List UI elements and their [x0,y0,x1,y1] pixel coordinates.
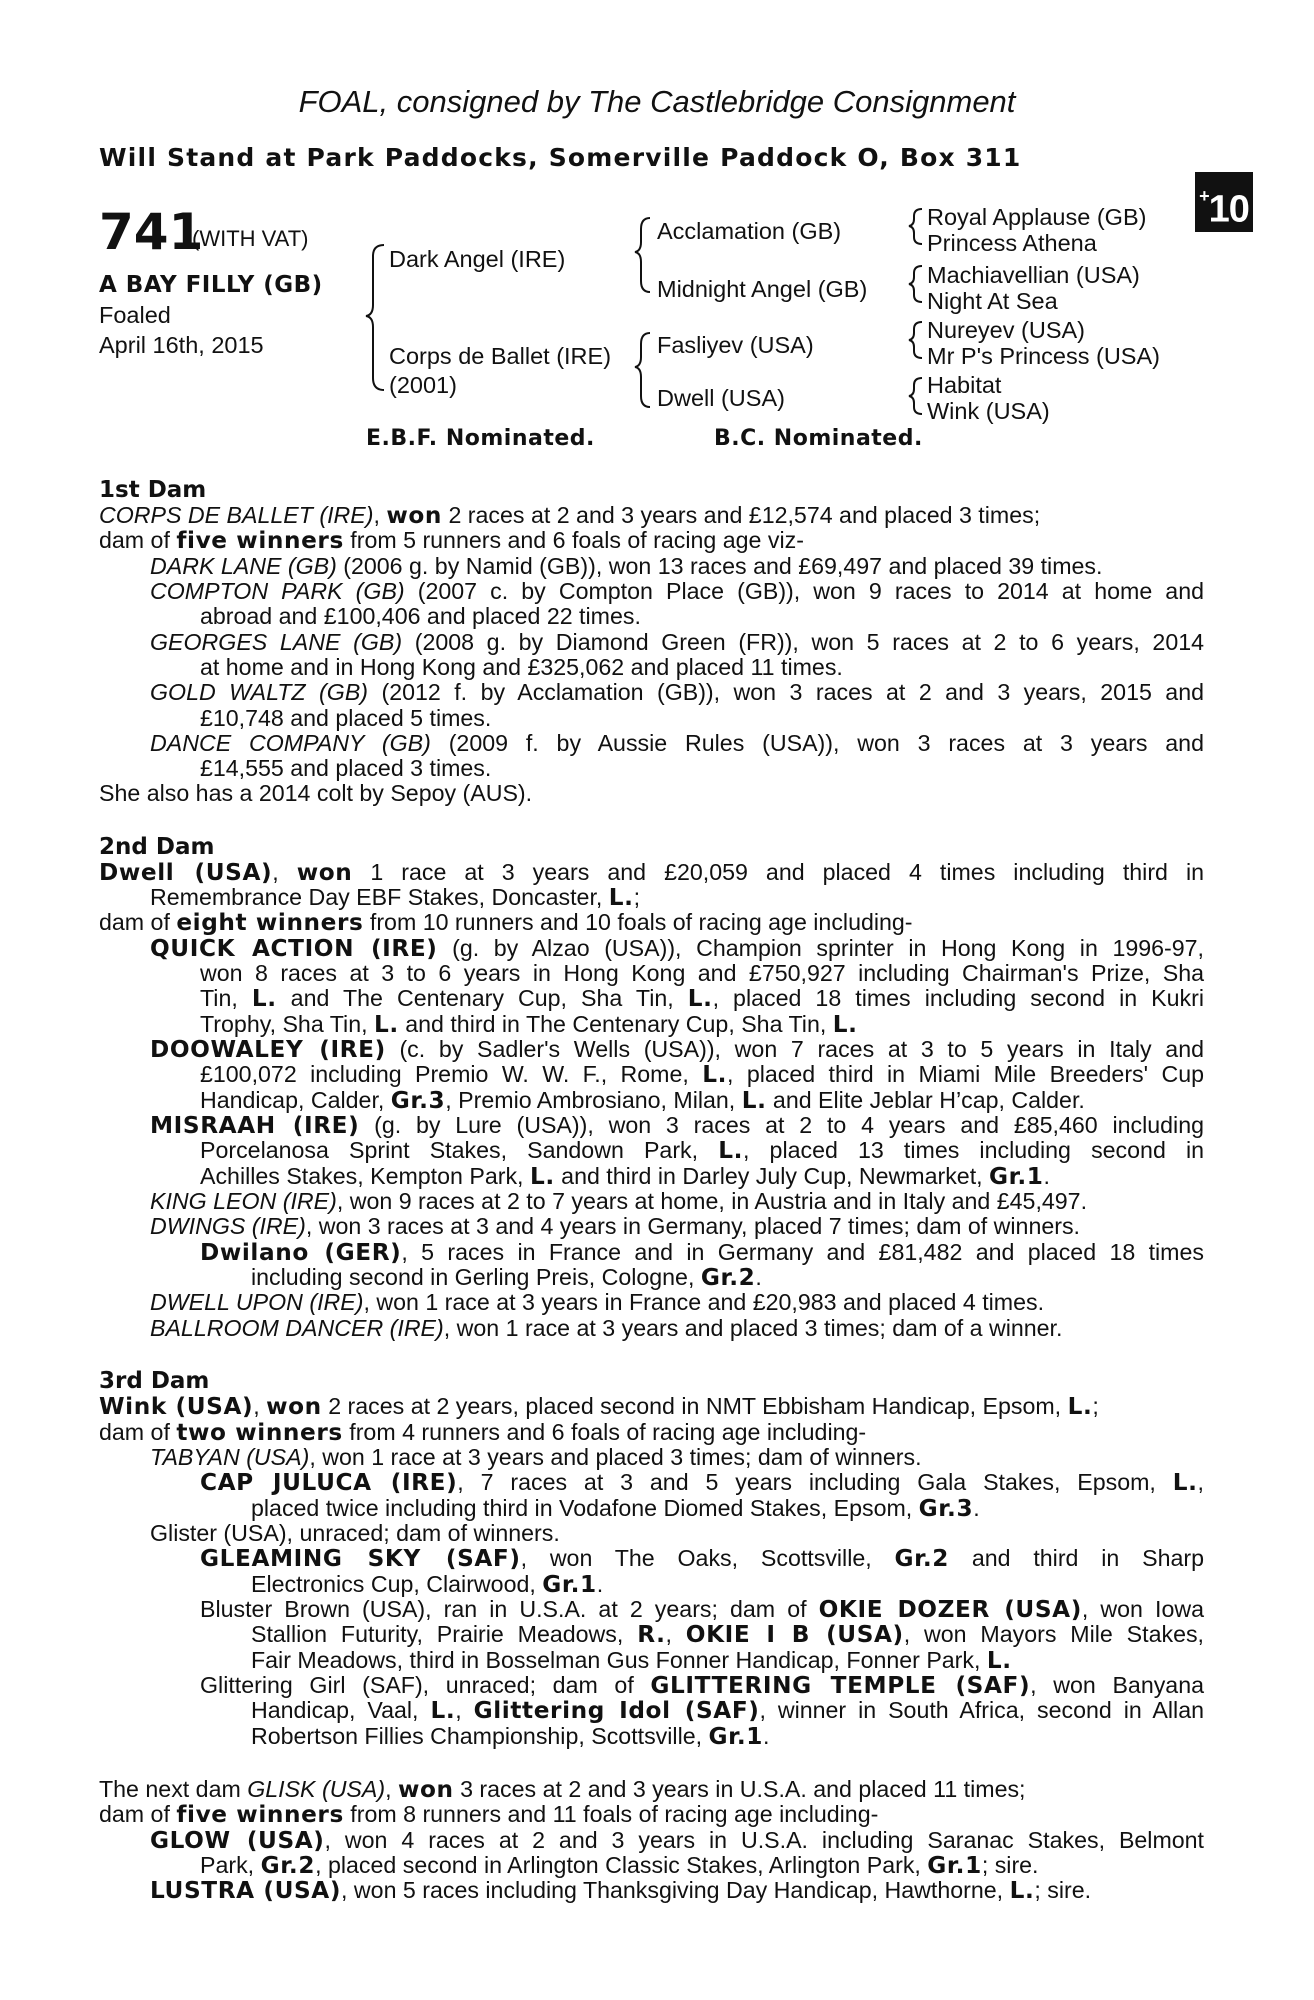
text: dam of [99,909,177,935]
progeny-georges-lane-2: at home and in Hong Kong and £325,062 and placed 11 times. [200,654,843,680]
horse-name: GLOW (USA) [150,1827,325,1854]
text: and third in Darley July Cup, Newmarket, [554,1163,990,1189]
winners-count: five winners [176,1801,344,1828]
text: The next dam [99,1776,248,1802]
horse-name: GEORGES LANE (GB) [150,629,403,655]
text: placed twice including third in Vodafone Diomed Stakes, Epsom, [251,1495,919,1521]
text: Glittering Girl (SAF), unraced; dam of [200,1672,651,1698]
won-label: won [386,502,443,529]
text: dam of [99,1419,177,1445]
text: Bluster Brown (USA), ran in U.S.A. at 2 years; dam of [200,1596,819,1622]
text: , won Banyana [1030,1672,1204,1698]
text: from 5 runners and 6 foals of racing age viz- [343,527,804,553]
horse-name: Dwell (USA) [99,859,273,886]
text: ; sire. [1034,1877,1092,1903]
stand-location: Will Stand at Park Paddocks, Somerville Paddock O, Box 311 [99,143,1022,172]
text: Handicap, Calder, [200,1087,391,1113]
progeny-georges-lane [150,629,1204,655]
text: ; sire. [981,1852,1039,1878]
progeny-quick-action [150,935,1204,962]
second-dam-line-2 [150,884,640,911]
progeny-doowaley-2 [200,1061,1204,1088]
race-grade: Gr.2 [894,1545,950,1572]
horse-name: DWELL UPON (IRE) [150,1289,364,1315]
race-grade: L. [832,1011,858,1038]
horse-name: GLEAMING SKY (SAF) [200,1545,521,1572]
progeny-quick-action-3 [200,985,1204,1012]
race-grade: L. [1009,1877,1035,1904]
badge-number: 10 [1208,188,1249,231]
foaled-date: April 16th, 2015 [99,332,264,358]
race-grade: L. [251,985,277,1012]
progeny-ballroom-dancer [150,1315,1062,1341]
next-dam-line-2 [99,1801,878,1828]
race-grade: L. [1067,1393,1093,1420]
first-dam-also: She also has a 2014 colt by Sepoy (AUS). [99,780,533,806]
text: and Elite Jeblar H’cap, Calder. [766,1087,1085,1113]
second-dam-line-3 [99,909,913,936]
text: (2009 f. by Aussie Rules (USA)), won 3 races at 3 years and [430,730,1204,756]
progeny-bluster-brown [200,1596,1204,1623]
text: , 7 races at 3 and 5 years including Gala Stakes, Epsom, [457,1469,1173,1495]
text: , [455,1697,474,1723]
won-label: won [397,1776,454,1803]
progeny-bluster-brown-3 [251,1647,1012,1674]
text: , won The Oaks, Scottsville, [520,1545,895,1571]
progeny-quick-action-4 [200,1011,858,1038]
text: . [1043,1163,1050,1189]
race-grade: Gr.2 [700,1264,756,1291]
race-grade: L. [986,1647,1012,1674]
race-grade: L. [608,884,634,911]
dam-dam-name: Dwell (USA) [657,385,785,411]
dam-name: Corps de Ballet (IRE) [389,343,612,369]
progeny-lustra [150,1877,1091,1904]
first-dam-name: CORPS DE BALLET (IRE) [99,502,374,528]
progeny-cap-juluca [200,1469,1204,1496]
lot-number: 741 [99,203,204,261]
text: Achilles Stakes, Kempton Park, [200,1163,530,1189]
third-dam-heading: 3rd Dam [99,1368,210,1394]
race-grade: Gr.2 [260,1852,316,1879]
progeny-glister: Glister (USA), unraced; dam of winners. [150,1520,560,1546]
text: (2008 g. by Diamond Green (FR)), won 5 races at 2 to 6 years, 2014 [402,629,1205,655]
text: (2012 f. by Acclamation (GB)), won 3 races at 2 and 3 years, 2015 and [368,679,1204,705]
first-dam-line-1: CORPS DE BALLET (IRE), won 2 races at 2 and 3 years and £12,574 and placed 3 times; [99,502,1041,529]
progeny-gleaming-sky [200,1545,1204,1572]
dam-year: (2001) [389,372,457,398]
text: (g. by Lure (USA)), won 3 races at 2 to 4 years and £85,460 including [359,1112,1204,1138]
progeny-dwilano-2 [251,1264,762,1291]
horse-name: KING LEON (IRE) [150,1188,337,1214]
progeny-king-leon [150,1188,1087,1214]
progeny-dance-company [150,730,1204,756]
text: , won Mayors Mile Stakes, [903,1621,1205,1647]
progeny-glittering-girl [200,1672,1204,1699]
text: , won 4 races at 2 and 3 years in U.S.A. including Saranac Stakes, Belmont [324,1827,1205,1853]
first-dam-heading: 1st Dam [99,477,207,503]
horse-name: GOLD WALTZ (GB) [150,679,369,705]
horse-name: MISRAAH (IRE) [150,1112,360,1139]
text: Porcelanosa Sprint Stakes, Sandown Park, [200,1137,719,1163]
horse-name: CAP JULUCA (IRE) [200,1469,458,1496]
text: , placed 18 times including second in Kukri [712,985,1204,1011]
progeny-dwings [150,1213,1080,1239]
text: 2 races at 2 years, placed second in NMT Ebbisham Handicap, Epsom, [321,1393,1068,1419]
race-grade: L. [1172,1469,1198,1496]
text: from 4 runners and 6 foals of racing age including- [342,1419,867,1445]
ancestor-4: Night At Sea [927,288,1058,314]
first-dam-line-2 [99,527,804,554]
race-grade: L. [430,1697,456,1724]
text: £100,072 including Premio W. W. F., Rome, [200,1061,703,1087]
race-grade: Gr.3 [390,1087,446,1114]
horse-name: DWINGS (IRE) [150,1213,306,1239]
text: 1 race at 3 years and £20,059 and placed 4 times including third in [352,859,1205,885]
ancestor-8: Wink (USA) [927,398,1050,424]
second-dam-heading: 2nd Dam [99,834,215,860]
text: Park, [200,1852,261,1878]
race-grade: Gr.1 [708,1723,764,1750]
text: , placed third in Miami Mile Breeders' Cup [727,1061,1204,1087]
text: dam of [99,527,177,553]
horse-name: COMPTON PARK (GB) [150,578,405,604]
consignment-title: FOAL, consigned by The Castlebridge Consignment [298,84,1016,119]
race-grade: L. [718,1137,743,1164]
progeny-dwell-upon [150,1289,1044,1315]
text: , won 1 race at 3 years and placed 3 times; dam of a winner. [443,1315,1063,1341]
text: , won 1 race at 3 years in France and £20,983 and placed 4 times. [363,1289,1045,1315]
badge-plus: + [1199,186,1209,206]
horse-name: QUICK ACTION (IRE) [150,935,438,962]
text: from 10 runners and 10 foals of racing age including- [363,909,913,935]
progeny-misraah [150,1112,1204,1139]
third-dam-line-2 [99,1419,866,1446]
text: and third in Sharp [949,1545,1204,1571]
ancestor-6: Mr P's Princess (USA) [927,343,1160,369]
progeny-misraah-2 [200,1137,1204,1164]
horse-name: TABYAN (USA) [150,1444,310,1470]
text: Robertson Fillies Championship, Scottsville, [251,1723,709,1749]
dam-sire-name: Fasliyev (USA) [657,332,814,358]
horse-name: OKIE DOZER (USA) [818,1596,1082,1623]
sire-sire-name: Acclamation (GB) [657,218,842,244]
ancestor-1: Royal Applause (GB) [927,204,1147,230]
text: . [755,1264,762,1290]
won-label: won [266,1393,322,1420]
race-grade: L. [687,985,713,1012]
progeny-gleaming-sky-2 [251,1571,603,1598]
horse-name: DARK LANE (GB) [150,553,337,579]
race-grade: R. [637,1621,666,1648]
race-grade: L. [741,1087,767,1114]
horse-name: DOOWALEY (IRE) [150,1036,386,1063]
progeny-gold-waltz-2: £10,748 and placed 5 times. [200,705,492,731]
race-grade: Gr.1 [989,1163,1044,1190]
progeny-glow-2 [200,1852,1039,1879]
text: , won 3 races at 3 and 4 years in Germany, placed 7 times; dam of winners. [305,1213,1081,1239]
text: , 5 races in France and in Germany and £81,482 and placed 18 times [401,1239,1204,1265]
progeny-glittering-girl-3 [251,1723,769,1750]
next-dam-line-1 [99,1776,1026,1803]
race-grade: Gr.1 [542,1571,597,1598]
text: including second in Gerling Preis, Cologne, [251,1264,701,1290]
bc-nominated: B.C. Nominated. [714,426,923,451]
race-grade: L. [373,1011,399,1038]
progeny-dark-lane [150,553,1102,579]
horse-name: GLITTERING TEMPLE (SAF) [650,1672,1031,1699]
text: , [1197,1469,1204,1495]
horse-name: Glittering Idol (SAF) [473,1697,760,1724]
horse-name: BALLROOM DANCER (IRE) [150,1315,444,1341]
progeny-doowaley [150,1036,1204,1063]
text: , [665,1621,686,1647]
progeny-tabyan [150,1444,922,1470]
text: , won Iowa [1081,1596,1204,1622]
text: ; [1092,1393,1099,1419]
text: , won 5 races including Thanksgiving Day Handicap, Hawthorne, [341,1877,1010,1903]
vat-label: (WITH VAT) [192,226,309,251]
ancestor-7: Habitat [927,372,1002,398]
text: Fair Meadows, third in Bosselman Gus Fonner Handicap, Fonner Park, [251,1647,987,1673]
text: Handicap, Vaal, [251,1697,431,1723]
text: Electronics Cup, Clairwood, [251,1571,543,1597]
horse-name: Dwilano (GER) [200,1239,402,1266]
text: , placed 13 times including second in [743,1137,1204,1163]
second-dam-line-1: Dwell (USA), won 1 race at 3 years and £20,059 and placed 4 times including third in [99,859,1205,886]
ebf-nominated: E.B.F. Nominated. [366,426,595,451]
text: . [596,1571,604,1597]
progeny-quick-action-2: won 8 races at 3 to 6 years in Hong Kong and £750,927 including Chairman's Prize, Sha [200,960,1204,986]
foaled-label: Foaled [99,302,171,328]
text: Remembrance Day EBF Stakes, Doncaster, [150,884,609,910]
text: , winner in South Africa, second in Allan [759,1697,1204,1723]
text: . [973,1495,980,1521]
text: Trophy, Sha Tin, [200,1011,374,1037]
horse-name: Wink (USA) [99,1393,254,1420]
won-label: won [296,859,353,886]
race-grade: Gr.3 [918,1495,974,1522]
text: dam of [99,1801,177,1827]
horse-name: GLISK (USA) [247,1776,386,1802]
progeny-bluster-brown-2 [251,1621,1204,1648]
race-grade: Gr.1 [927,1852,982,1879]
text: (2006 g. by Namid (GB)), won 13 races and £69,497 and placed 39 times. [336,553,1103,579]
text: and The Centenary Cup, Sha Tin, [276,985,688,1011]
text: , won 9 races at 2 to 7 years at home, in Austria and in Italy and £45,497. [336,1188,1088,1214]
text: . [763,1723,770,1749]
text: ; [633,884,641,910]
winners-count: eight winners [176,909,364,936]
text: (g. by Alzao (USA)), Champion sprinter in Hong Kong in 1996-97, [437,935,1204,961]
text: (c. by Sadler's Wells (USA)), won 7 races at 3 to 5 years in Italy and [385,1036,1204,1062]
text: from 8 runners and 11 foals of racing age including- [343,1801,879,1827]
text: 3 races at 2 and 3 years in U.S.A. and placed 11 times; [453,1776,1026,1802]
text: Tin, [200,985,252,1011]
third-dam-line-1: Wink (USA), won 2 races at 2 years, placed second in NMT Ebbisham Handicap, Epsom, L.; [99,1393,1099,1420]
progeny-glow [150,1827,1204,1854]
race-grade: L. [529,1163,555,1190]
ancestor-3: Machiavellian (USA) [927,262,1140,288]
horse-name: DANCE COMPANY (GB) [150,730,431,756]
race-grade: L. [702,1061,728,1088]
ancestor-5: Nureyev (USA) [927,317,1086,343]
progeny-compton-park [150,578,1204,604]
lot-title: A BAY FILLY (GB) [99,272,323,298]
text: Stallion Futurity, Prairie Meadows, [251,1621,638,1647]
text: , won 1 race at 3 years and placed 3 times; dam of winners. [309,1444,922,1470]
winners-count: two winners [176,1419,343,1446]
winners-count: five winners [176,527,344,554]
ancestor-2: Princess Athena [927,230,1097,256]
text: and third in The Centenary Cup, Sha Tin, [398,1011,833,1037]
text: , placed second in Arlington Classic Stakes, Arlington Park, [315,1852,928,1878]
progeny-glittering-girl-2 [251,1697,1204,1724]
progeny-dance-company-2: £14,555 and placed 3 times. [200,755,492,781]
text: , [385,1776,398,1802]
text: , Premio Ambrosiano, Milan, [445,1087,742,1113]
horse-name: OKIE I B (USA) [685,1621,904,1648]
sire-dam-name: Midnight Angel (GB) [657,276,868,302]
sire-name: Dark Angel (IRE) [389,246,566,272]
progeny-dwilano [200,1239,1204,1266]
progeny-gold-waltz [150,679,1204,705]
progeny-compton-park-2: abroad and £100,406 and placed 22 times. [200,603,641,629]
text: (2007 c. by Compton Place (GB)), won 9 races to 2014 at home and [404,578,1204,604]
progeny-doowaley-3 [200,1087,1085,1114]
progeny-cap-juluca-2 [251,1495,980,1522]
first-dam-record: 2 races at 2 and 3 years and £12,574 and placed 3 times; [442,502,1041,528]
horse-name: LUSTRA (USA) [150,1877,342,1904]
progeny-misraah-3 [200,1163,1050,1190]
